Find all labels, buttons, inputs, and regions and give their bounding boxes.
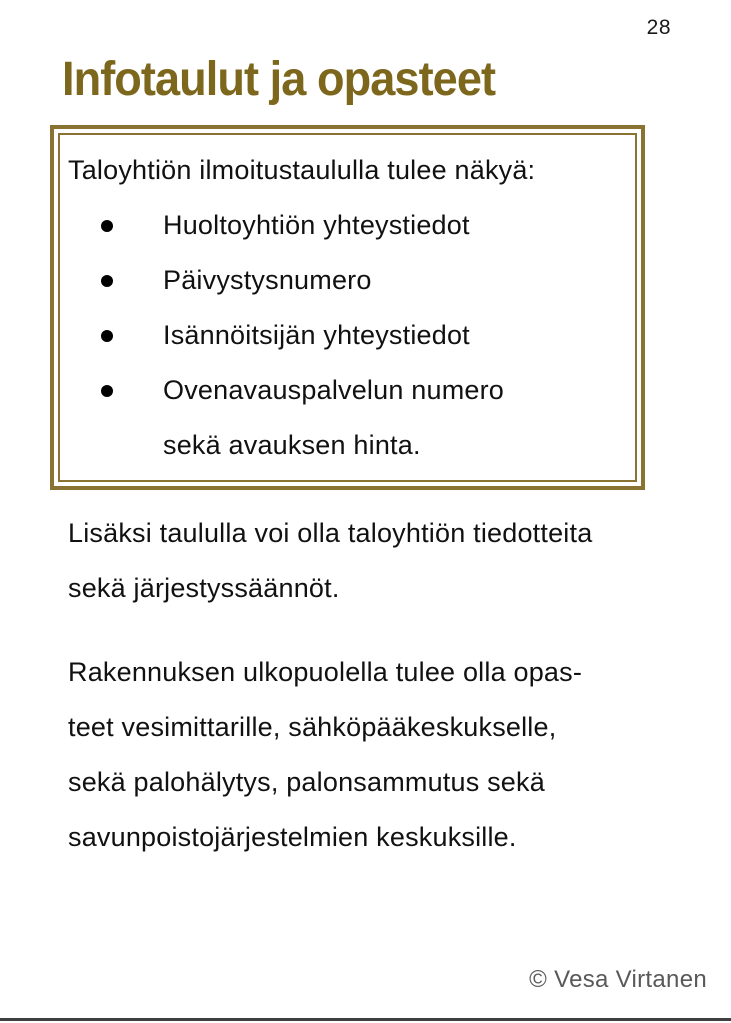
- bottom-rule: [0, 1018, 731, 1021]
- info-box: [50, 125, 645, 490]
- paragraph: [68, 645, 701, 865]
- paragraph-line: sekä järjestyssäännöt.: [68, 573, 340, 603]
- bullet-icon: [101, 275, 113, 287]
- info-box-intro: Taloyhtiön ilmoitustaululla tulee näkyä:: [68, 155, 536, 185]
- page-title: Infotaulut ja opasteet: [62, 53, 496, 106]
- list-item: [68, 253, 627, 308]
- bullet-icon: [101, 385, 113, 397]
- list-item: [68, 198, 627, 253]
- info-box-inner-border: [58, 133, 637, 482]
- list-item: [68, 308, 627, 363]
- list-item-text: Huoltoyhtiön yhteystiedot: [163, 210, 470, 240]
- paragraph: [68, 506, 701, 616]
- page-number: 28: [646, 16, 671, 39]
- paragraph-line: teet vesimittarille, sähköpääkeskukselle,: [68, 712, 557, 742]
- list-item-text: Päivystysnumero: [163, 265, 372, 295]
- paragraph-line: savunpoistojärjestelmien keskuksille.: [68, 822, 517, 852]
- paragraph-line: Lisäksi taululla voi olla taloyhtiön tiedotteita: [68, 518, 593, 548]
- bullet-icon: [101, 330, 113, 342]
- paragraph-line: sekä palohälytys, palonsammutus sekä: [68, 767, 545, 797]
- paragraph-line: Rakennuksen ulkopuolella tulee olla opas-: [68, 657, 583, 687]
- copyright-notice: © Vesa Virtanen: [529, 966, 707, 993]
- list-item-text: Ovenavauspalvelun numero: [163, 375, 505, 405]
- list-item: [68, 363, 627, 418]
- list-item-continuation: sekä avauksen hinta.: [163, 430, 421, 460]
- bullet-icon: [101, 220, 113, 232]
- list-item-text: Isännöitsijän yhteystiedot: [163, 320, 470, 350]
